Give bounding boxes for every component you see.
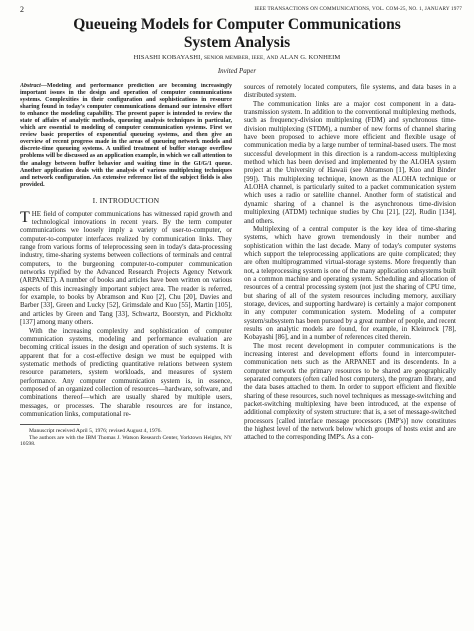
intro-paragraph-1-text: HE field of computer communications has witnessed rapid growth and technological innovations in recent years. By the term computer communications we loosely imply a variety of user-to-computer, or computer-to-computer interfaces realized by communication links. They range from various forms of teleprocessing seen in today's data-processing industry, time-sharing systems between collections of terminals and central computers, to the burgeoning computer-to-computer communication networks typified by the Advanced Research Projects Agency Network (ARPANET). A number of books and articles have been written on various aspects of this increasingly important subject area. The reader is referred, for example, to books by Abramson and Kuo [2], Chu [20], Davies and Barber [33], Green and Lucky [52], Grimsdale and Kuo [55], Martin [105], and articles by Green and Tang [33], Schwartz, Boorstyn, and Pickholtz [137] among many others. xyxy=(20,209,232,327)
paper-title xyxy=(0,16,474,52)
abstract xyxy=(20,83,232,189)
invited-paper-label: Invited Paper xyxy=(217,67,257,75)
footnote-affiliation: The authors are with the IBM Thomas J. Watson Research Center, Yorktown Heights, NY 10598. xyxy=(20,434,232,448)
footnote-rule xyxy=(20,424,80,425)
intro-paragraph-1 xyxy=(20,210,232,327)
abstract-label: Abstract— xyxy=(20,83,47,89)
drop-cap: T xyxy=(20,208,30,226)
abstract-text: Modeling and performance prediction are becoming increasingly important issues in the design and operation of computer communications systems. Complexities in their configuration and sophistications in resource sharing found in today's computer communications demand our intensive effort to enhance the modeling capability. The present paper is intended to review the state of affairs of analytic methods, queueing analysis techniques in particular, which are essential to modeling of computer communication systems. First we review basic properties of exponential queueing systems, and then give an overview of recent progress made in the areas of queueing network models and discrete-time queueing systems. A unified treatment of buffer storage overflow problems will be discussed as an application example, in which we call attention to the analogy between buffer behavior and waiting time in the GI/G/1 queue. Another application deals with the analysis of various multiplexing techniques and network configuration. An extensive reference list of the subject fields is also provided. xyxy=(20,83,232,188)
author-conjunction: AND xyxy=(266,55,279,61)
right-paragraph-3: Multiplexing of a central computer is the key idea of time-sharing systems, which have grown tremendously in their number and sophistication within the last decade. Many of today's computer systems which support the teleprocessing applications are quite complicated; they are often multiprogrammed virtual-storage systems. More frequently than not, a teleprocessing system is one of the many application subsystems built on a common machine and operating system. Scheduling and allocation of resources of a central processing system (not just the sharing of CPU time, but sharing of all of the system resources including memory, auxiliary storage, devices, and supporting hardware) is certainly a major component in any computer communication system. Modeling of a computer system/subsystem has been pursued by a great number of people, and recent results on analytic models are found, for example, in Kleinrock [78], Kobayashi [86], and in a number of references cited therein. xyxy=(244,224,456,342)
author-1: HISASHI KOBAYASHI, xyxy=(133,54,203,61)
author-1-role: SENIOR MEMBER, IEEE, xyxy=(203,55,265,61)
intro-paragraph-2: With the increasing complexity and sophistication of computer communication systems, modeling and performance evaluation are becoming critical issues in the design and operation of such systems. It is apparent that for a cost-effective design we must be equipped with systematic methods of predicting quantitative relations between system resource parameters, system workloads, and measures of system performance. Any computer communication system is, in essence, composed of an organized collection of resources—hardware, software, and combinations thereof—which are usually shared by multiple users, messages, or processes. The sharable resources are for instance, communication links, computational re- xyxy=(20,326,232,418)
footnote xyxy=(20,428,232,448)
author-2: ALAN G. KONHEIM xyxy=(279,54,341,61)
left-column xyxy=(20,83,232,628)
right-paragraph-1: sources of remotely located computers, file systems, and data bases in a distributed system. xyxy=(244,83,456,100)
right-paragraph-4: The most recent development in computer communications is the increasing interest and development efforts found in intercomputer-communication nets such as the ARPANET and its descendents. In a computer network the primary resources to be shared are geographically separated computers (often called host computers), the program library, and the data bases attached to them. In order to support efficient and flexible sharing of these resources, such novel techniques as message-switching and packet-switching multiplexing have been introduced, at the expense of additional complexity of system structure: that is, a set of message-switched processors [called interface message processors (IMP's)] now constitutes the highest level of the network below which groups of hosts exist and are attached to the corresponding IMP's. As a con- xyxy=(244,341,456,442)
right-paragraph-2: The communication links are a major cost component in a data-transmission system. In addition to the conventional multiplexing methods, such as frequency-division multiplexing (FDM) and synchronous time-division multiplexing (STDM), a number of new forms of channel sharing have been proposed to achieve more efficient and flexible usage of communication media by a large number of terminal-based users. The most successful development in this direction is a random-access multiplexing method which has been devised and implemented by the ALOHA system project at the University of Hawaii (see Abramson [1], Kuo and Binder [99]). This multiplexing technique, known as the ALOHA technique or ALOHA channel, is particularly suited to a packet communication system which uses a radio or satellite channel. Another form of statistical and dynamic sharing of a channel is the asynchronous time-division multiplexing (ATDM) technique studies by Chu [21], [22], Rudin [134], and others. xyxy=(244,99,456,225)
section-heading-introduction: I. INTRODUCTION xyxy=(92,195,160,205)
right-column xyxy=(244,83,456,628)
footnote-received: Manuscript received April 5, 1976; revised August 4, 1976. xyxy=(29,428,162,435)
title-line-2: System Analysis xyxy=(183,34,291,51)
title-line-1: Queueing Models for Computer Communications xyxy=(73,16,401,33)
author-line xyxy=(0,54,474,61)
page-number: 2 xyxy=(20,5,24,14)
journal-citation: IEEE TRANSACTIONS ON COMMUNICATIONS, VOL. COM-25, NO. 1, JANUARY 1977 xyxy=(254,6,462,12)
